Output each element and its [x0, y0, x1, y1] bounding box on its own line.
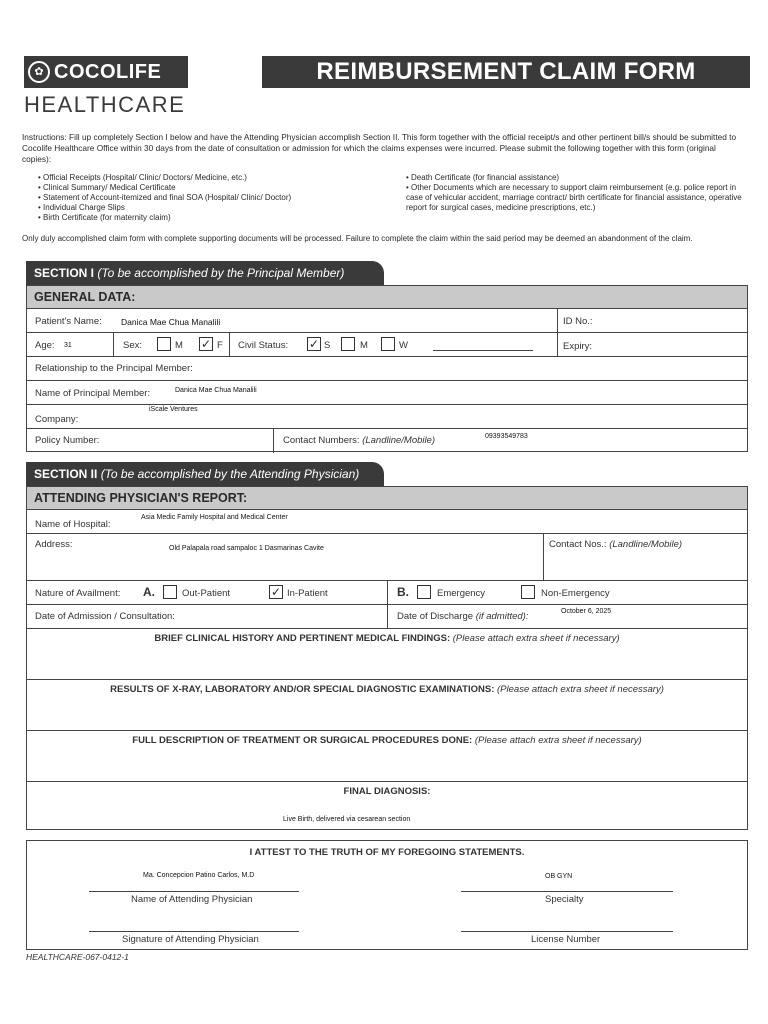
availment-label: Nature of Availment:: [35, 588, 121, 599]
principal-field[interactable]: Danica Mae Chua Manalili: [175, 387, 257, 394]
physician-name-field[interactable]: Ma. Concepcion Patino Carlos, M.D: [143, 872, 255, 879]
diagnosis-field[interactable]: Live Birth, delivered via cesarean section: [283, 816, 411, 823]
availment-row: [27, 581, 747, 605]
section2-tab: [26, 462, 384, 486]
sex-label: Sex:: [123, 340, 143, 351]
sex-f-checkbox[interactable]: [199, 337, 213, 351]
sub-brand: HEALTHCARE: [24, 92, 186, 117]
list-item: • Individual Charge Slips: [38, 203, 378, 213]
principal-label: Name of Principal Member:: [35, 388, 151, 399]
civil-status-label: Civil Status:: [238, 340, 289, 351]
physician-name-label: Name of Attending Physician: [131, 894, 253, 905]
diagnosis-row: [27, 782, 747, 833]
discharge-label: Date of Discharge (if admitted):: [397, 611, 529, 622]
emergency-label: Emergency: [437, 588, 486, 599]
diagnosis-label: FINAL DIAGNOSIS:: [343, 786, 431, 797]
company-field[interactable]: iScale Ventures: [149, 406, 198, 413]
admission-label: Date of Admission / Consultation:: [35, 611, 175, 622]
signature-label: Signature of Attending Physician: [122, 934, 259, 945]
check-icon: ✓: [270, 585, 282, 599]
attestation-box: [26, 840, 748, 950]
dates-row: [27, 605, 747, 629]
id-label: ID No.:: [563, 316, 593, 327]
civil-m-label: M: [360, 340, 368, 351]
out-patient-checkbox[interactable]: [163, 585, 177, 599]
list-item: • Birth Certificate (for maternity claim): [38, 213, 378, 223]
expiry-label: Expiry:: [563, 341, 593, 352]
list-item: • Statement of Account-itemized and final SOA (Hospital/ Clinic/ Doctor): [38, 193, 378, 203]
cocolife-seal-icon: ✿: [28, 61, 50, 83]
policy-label: Policy Number:: [35, 435, 100, 446]
check-icon: ✓: [200, 337, 212, 351]
group-b-label: B.: [397, 585, 409, 599]
physician-report-header: ATTENDING PHYSICIAN'S REPORT:: [27, 487, 747, 510]
civil-w-checkbox[interactable]: [381, 337, 395, 351]
hospital-row: [27, 510, 747, 534]
non-emergency-label: Non-Emergency: [541, 588, 610, 599]
age-sex-row: [27, 333, 747, 357]
requirements-right: [406, 173, 746, 213]
list-item: • Official Receipts (Hospital/ Clinic/ Doctors/ Medicine, etc.): [38, 173, 378, 183]
contact-field[interactable]: 09393549783: [485, 433, 528, 440]
xray-row: [27, 680, 747, 731]
form-title: REIMBURSEMENT CLAIM FORM: [262, 56, 750, 88]
history-row: [27, 629, 747, 680]
cocolife-logo: [24, 56, 188, 88]
age-field[interactable]: 31: [64, 342, 72, 349]
hospital-label: Name of Hospital:: [35, 519, 111, 530]
age-label: Age:: [35, 340, 55, 351]
section1-tab: [26, 261, 384, 285]
treatment-row: [27, 731, 747, 782]
specialty-field[interactable]: OB GYN: [545, 873, 573, 880]
requirements-left: [38, 173, 378, 223]
company-row: [27, 405, 747, 429]
in-patient-checkbox[interactable]: [269, 585, 283, 599]
section1-subtitle: (To be accomplished by the Principal Member): [97, 266, 345, 280]
specialty-label: Specialty: [545, 894, 584, 905]
policy-row: [27, 429, 747, 453]
address-label: Address:: [35, 539, 73, 550]
civil-s-label: S: [324, 340, 331, 351]
general-data-box: [26, 285, 748, 452]
hospital-field[interactable]: Asia Medic Family Hospital and Medical Center: [141, 514, 288, 521]
principal-row: [27, 381, 747, 405]
patient-name-label: Patient's Name:: [35, 316, 102, 327]
form-code: HEALTHCARE-067-0412-1: [26, 952, 129, 962]
address-row: [27, 534, 747, 581]
instructions-text: Instructions: Fill up completely Section I below and have the Attending Physician accomplish Section II. This form together with the official receipt/s and other pertinent bill/s should be submitted to Cocolife Healthcare Office within 30 days from the date of consultation or admission for which the claims expenses were incurred. Please submit the following together with this form (original copies):: [22, 132, 737, 164]
civil-m-checkbox[interactable]: [341, 337, 355, 351]
brand-name: COCOLIFE: [54, 60, 162, 83]
company-label: Company:: [35, 414, 79, 425]
license-label: License Number: [531, 934, 601, 945]
footnote: Only duly accomplished claim form with complete supporting documents will be processed. Failure to complete the claim within the said period may be deemed an abandonment of the claim.: [22, 234, 693, 243]
list-item: • Death Certificate (for financial assistance): [406, 173, 746, 183]
sex-f-label: F: [217, 340, 223, 351]
instructions: [22, 132, 746, 165]
sex-m-checkbox[interactable]: [157, 337, 171, 351]
attest-title: I ATTEST TO THE TRUTH OF MY FOREGOING STATEMENTS.: [249, 847, 525, 858]
civil-w-label: W: [399, 340, 408, 351]
xray-label: RESULTS OF X-RAY, LABORATORY AND/OR SPECIAL DIAGNOSTIC EXAMINATIONS: (Please attach extra sheet if necessary): [110, 684, 664, 695]
civil-s-checkbox[interactable]: [307, 337, 321, 351]
list-item: • Clinical Summary/ Medical Certificate: [38, 183, 378, 193]
section2-title: SECTION II: [34, 467, 98, 481]
discharge-field[interactable]: October 6, 2025: [561, 608, 612, 615]
out-patient-label: Out-Patient: [182, 588, 231, 599]
general-data-header: GENERAL DATA:: [27, 286, 747, 309]
patient-name-field[interactable]: Danica Mae Chua Manalili: [121, 317, 221, 327]
hospital-contact-label: Contact Nos.: (Landline/Mobile): [549, 539, 683, 550]
check-icon: ✓: [308, 337, 320, 351]
relationship-row: [27, 357, 747, 381]
emergency-checkbox[interactable]: [417, 585, 431, 599]
contact-label: Contact Numbers: (Landline/Mobile): [283, 435, 436, 446]
section2-subtitle: (To be accomplished by the Attending Physician): [100, 467, 360, 481]
non-emergency-checkbox[interactable]: [521, 585, 535, 599]
physician-report-box: [26, 486, 748, 830]
treatment-label: FULL DESCRIPTION OF TREATMENT OR SURGICAL PROCEDURES DONE: (Please attach extra sheet if necessary): [132, 735, 642, 746]
address-field[interactable]: Old Palapala road sampaloc 1 Dasmarinas Cavite: [169, 545, 324, 552]
group-a-label: A.: [143, 585, 155, 599]
section1-title: SECTION I: [34, 266, 95, 280]
relationship-label: Relationship to the Principal Member:: [35, 363, 193, 374]
patient-name-row: [27, 309, 747, 333]
history-label: BRIEF CLINICAL HISTORY AND PERTINENT MEDICAL FINDINGS: (Please attach extra sheet if necessary): [154, 633, 620, 644]
in-patient-label: In-Patient: [287, 588, 328, 599]
sex-m-label: M: [175, 340, 183, 351]
list-item: • Other Documents which are necessary to support claim reimbursement (e.g. police report in case of vehicular accident, marriage contract/ birth certificate for financial assistance, operative report for surgical cases, medicine prescriptions, etc.): [406, 183, 746, 213]
